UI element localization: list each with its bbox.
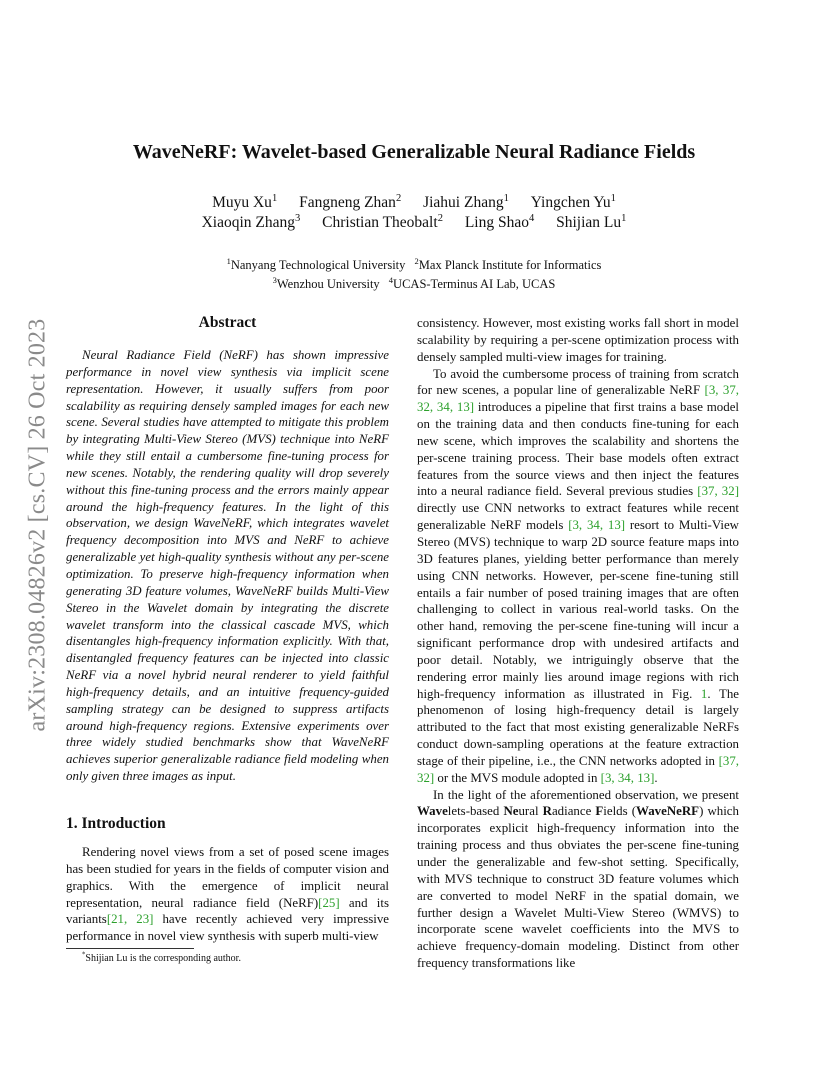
abstract-heading: Abstract bbox=[198, 314, 257, 331]
affiliations-line-1 bbox=[0, 255, 828, 273]
footnote-rule bbox=[66, 948, 194, 949]
paragraph: To avoid the cumbersome process of training from scratch for new scenes, a popular line of generalizable NeRF [3, 37, 32, 34, 13] introduces a pipeline that first trains a base model on the training data and then conducts fine-tuning for each new scene, which improves the scalability and shortens the per-scene training process. Their base models often extract features from the source views and then inject the features into a neural radiance field. Several previous studies [37, 32] directly use CNN networks to extract features while recent generalizable NeRF models [3, 34, 13] resort to Multi-View Stereo (MVS) technique to warp 2D source feature maps into 3D features planes, yielding better performance than merely using CNN networks. However, per-scene fine-tuning still entails a fair number of posed training images that are often challenging to collect in various real-world tasks. On the other hand, removing the per-scene fine-tuning will incur a significant performance drop with undesired artifacts and poor detail. Notably, we intriguingly observe that the rendering error mainly lies around image regions with rich high-frequency information as illustrated in Fig. 1. The phenomenon of losing high-frequency detail is largely attributed to the fact that most existing generalizable NeRFs conduct down-sampling operations at the feature extraction stage of their pipeline, i.e., the CNN networks adopted in [37, 32] or the MVS module adopted in [3, 34, 13]. bbox=[417, 366, 740, 785]
right-column bbox=[417, 315, 739, 972]
affiliation: $^4$UCAS-Terminus AI Lab, UCAS bbox=[388, 274, 556, 291]
affiliation: $^3$Wenzhou University bbox=[272, 274, 380, 291]
citation-link[interactable]: [37, 32] bbox=[417, 753, 739, 785]
abstract-text: Neural Radiance Field (NeRF) has shown impressive performance in novel view synthesis via implicit scene representation. However, it usually suffers from poor scalability as requiring densely sampled images for each new scene. Several studies have attempted to mitigate this problem by integrating Multi-View Stereo (MVS) technique into NeRF while they still entail a cumbersome fine-tuning process for new scenes. Notably, the rendering quality will drop severely without this fine-tuning process and the errors mainly appear around the high-frequency features. In the light of this observation, we design WaveNeRF, which integrates wavelet frequency decomposition into MVS and NeRF to achieve generalizable yet high-quality synthesis without any per-scene optimization. To preserve high-frequency information when generating 3D feature volumes, WaveNeRF builds Multi-View Stereo in the Wavelet domain by integrating the discrete wavelet transform into the classical cascade MVS, which disentangles high-frequency information explicitly. With that, disentangled frequency features can be injected into classic NeRF via a novel hybrid neural renderer to yield faithful high-frequency details, and an intuitive frequency-guided sampling strategy can be designed to suppress artifacts around high-frequency regions. Extensive experiments over three widely studied benchmarks show that WaveNeRF achieves superior generalizable radiance field modeling when only given three images as input. bbox=[66, 348, 389, 784]
figure-link[interactable]: 1 bbox=[700, 686, 708, 701]
author: Jiahui Zhang$^1$ bbox=[423, 192, 509, 211]
author: Muyu Xu$^1$ bbox=[212, 192, 278, 211]
footnote: *Shijian Lu is the corresponding author. bbox=[82, 951, 241, 964]
citation-link[interactable]: [21, 23] bbox=[106, 912, 154, 927]
author: Ling Shao$^4$ bbox=[464, 212, 535, 231]
authors-line-2 bbox=[0, 214, 828, 232]
citation-link[interactable]: [25] bbox=[318, 895, 340, 910]
paragraph: consistency. However, most existing works fall short in model scalability by requiring a per-scene optimization process with densely sampled multi-view images for training. bbox=[417, 316, 739, 364]
author: Xiaoqin Zhang$^3$ bbox=[201, 212, 301, 231]
intro-paragraph: Rendering novel views from a set of posed scene images has been studied for years in the fields of computer vision and graphics. With the emergence of implicit neural representation, neural radiance field (NeRF)[25] and its variants[21, 23] have recently achieved very impressive performance in novel view synthesis with superb multi-view bbox=[66, 845, 390, 944]
author: Yingchen Yu$^1$ bbox=[530, 192, 616, 211]
affiliation: $^2$Max Planck Institute for Informatics bbox=[414, 255, 602, 272]
author: Shijian Lu$^1$ bbox=[556, 212, 627, 231]
authors-line-1 bbox=[0, 194, 828, 212]
citation-link[interactable]: [3, 34, 13] bbox=[600, 770, 655, 785]
arxiv-identifier: arXiv:2308.04826v2 [cs.CV] 26 Oct 2023 bbox=[24, 318, 51, 732]
intro-heading: 1. Introduction bbox=[66, 815, 166, 832]
arxiv-sidebar bbox=[24, 290, 52, 760]
paper-title: WaveNeRF: Wavelet-based Generalizable Neural Radiance Fields bbox=[132, 141, 696, 163]
author: Christian Theobalt$^2$ bbox=[322, 212, 443, 231]
paragraph: In the light of the aforementioned observation, we present Wavelets-based Neural Radiance Fields (WaveNeRF) which incorporates explicit high-frequency information into the training process and thus obviates the per-scene fine-tuning under the generalizable and few-shot setting. Specifically, with MVS technique to construct 3D feature volumes which are converted to model NeRF in the spatial domain, we further design a Wavelet Multi-View Stereo (WMVS) to incorporate scene wavelet coefficients into the MVS to achieve frequency-domain modeling. Distinct from other frequency transformations like bbox=[417, 787, 739, 971]
affiliation: $^1$Nanyang Technological University bbox=[226, 255, 406, 272]
author: Fangneng Zhan$^2$ bbox=[299, 192, 402, 211]
citation-link[interactable]: [37, 32] bbox=[697, 484, 739, 499]
citation-link[interactable]: [3, 37, 32, 34, 13] bbox=[417, 383, 740, 415]
affiliations-line-2 bbox=[0, 274, 828, 292]
citation-link[interactable]: [3, 34, 13] bbox=[568, 518, 626, 533]
